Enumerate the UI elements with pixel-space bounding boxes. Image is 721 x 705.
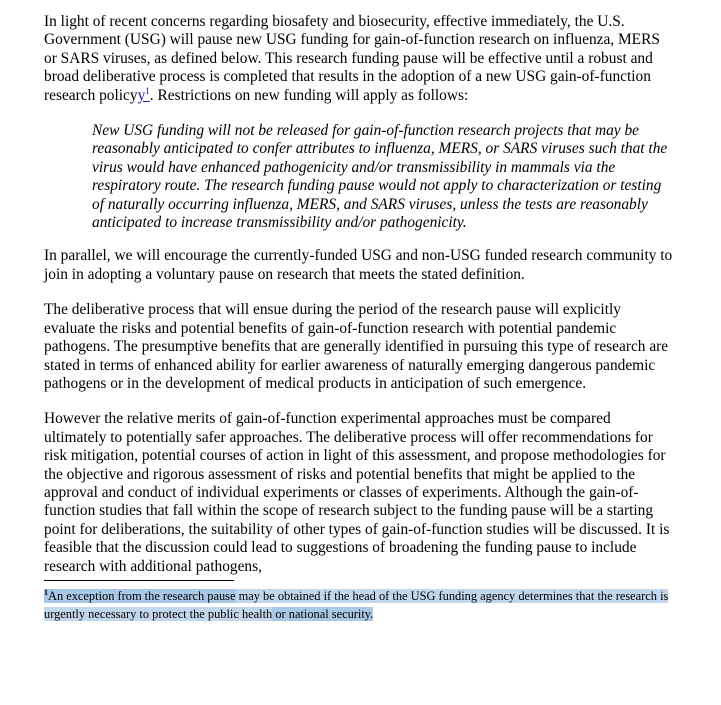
policy-quote: New USG funding will not be released for gain-of-function research projects that may be reasonably anticipated to confer attributes to influenza, MERS, or SARS viruses such that the virus would have enhanced pathogenicity and/or transmissibility in mammals via the respiratory route. The research funding pause would not apply to characterization or testing of naturally occurring influenza, MERS, and SARS viruses, unless the tests are reasonably anticipated to increase transmissibility and/or pathogenicity.: [92, 122, 668, 232]
intro-paragraph: [44, 13, 676, 105]
footnote-text-segment-3: or national security.: [272, 606, 374, 621]
footnote-text-segment-1: An exception from the research pause: [48, 588, 236, 603]
footnote[interactable]: [44, 587, 676, 623]
footnote-marker: 1: [44, 587, 48, 597]
document-page: [44, 13, 676, 623]
footnote-reference-link[interactable]: $y^1$: [137, 85, 150, 104]
intro-text: In light of recent concerns regarding biosafety and biosecurity, effective immediately, the U.S. Government (USG) will pause new USG funding for gain-of-function research on influenza, MERS or SARS viruses, as defined below. This research funding pause will be effective until a robust and broad deliberative process is completed that results in the adoption of a new USG gain-of-function research policy: [44, 13, 660, 104]
footnote-separator: [44, 580, 234, 581]
footnote-text-segment-2: may be obtained if the head of the USG funding agency determines that the research is urgently necessary to protect the public health: [44, 588, 669, 621]
footnote-reference-marker: 1: [145, 85, 150, 96]
intro-text-end: . Restrictions on new funding will apply as follows:: [149, 86, 469, 104]
parallel-paragraph: In parallel, we will encourage the currently-funded USG and non-USG funded research community to join in adopting a voluntary pause on research that meets the stated definition.: [44, 247, 673, 283]
deliberative-paragraph: The deliberative process that will ensue during the period of the research pause will explicitly evaluate the risks and potential benefits of gain-of-function research with potential pandemic pathogens. The presumptive benefits that are generally identified in pursuing this type of research are stated in terms of enhanced ability for earlier awareness of naturally emerging dangerous pandemic pathogens or in the development of medical products in anticipation of such emergence.: [44, 301, 669, 392]
however-paragraph: However the relative merits of gain-of-function experimental approaches must be compared ultimately to potentially safer approaches. The deliberative process will offer recommendations for risk mitigation, potential courses of action in light of this assessment, and propose methodologies for the objective and rigorous assessment of risks and potential benefits that might be applied to the approval and conduct of individual experiments or classes of experiments. Although the gain-of-function studies that fall within the scope of research subject to the funding pause will be a starting point for deliberations, the suitability of other types of gain-of-function studies will be discussed. It is feasible that the discussion could lead to suggestions of broadening the funding pause to include research with additional pathogens,: [44, 410, 670, 575]
